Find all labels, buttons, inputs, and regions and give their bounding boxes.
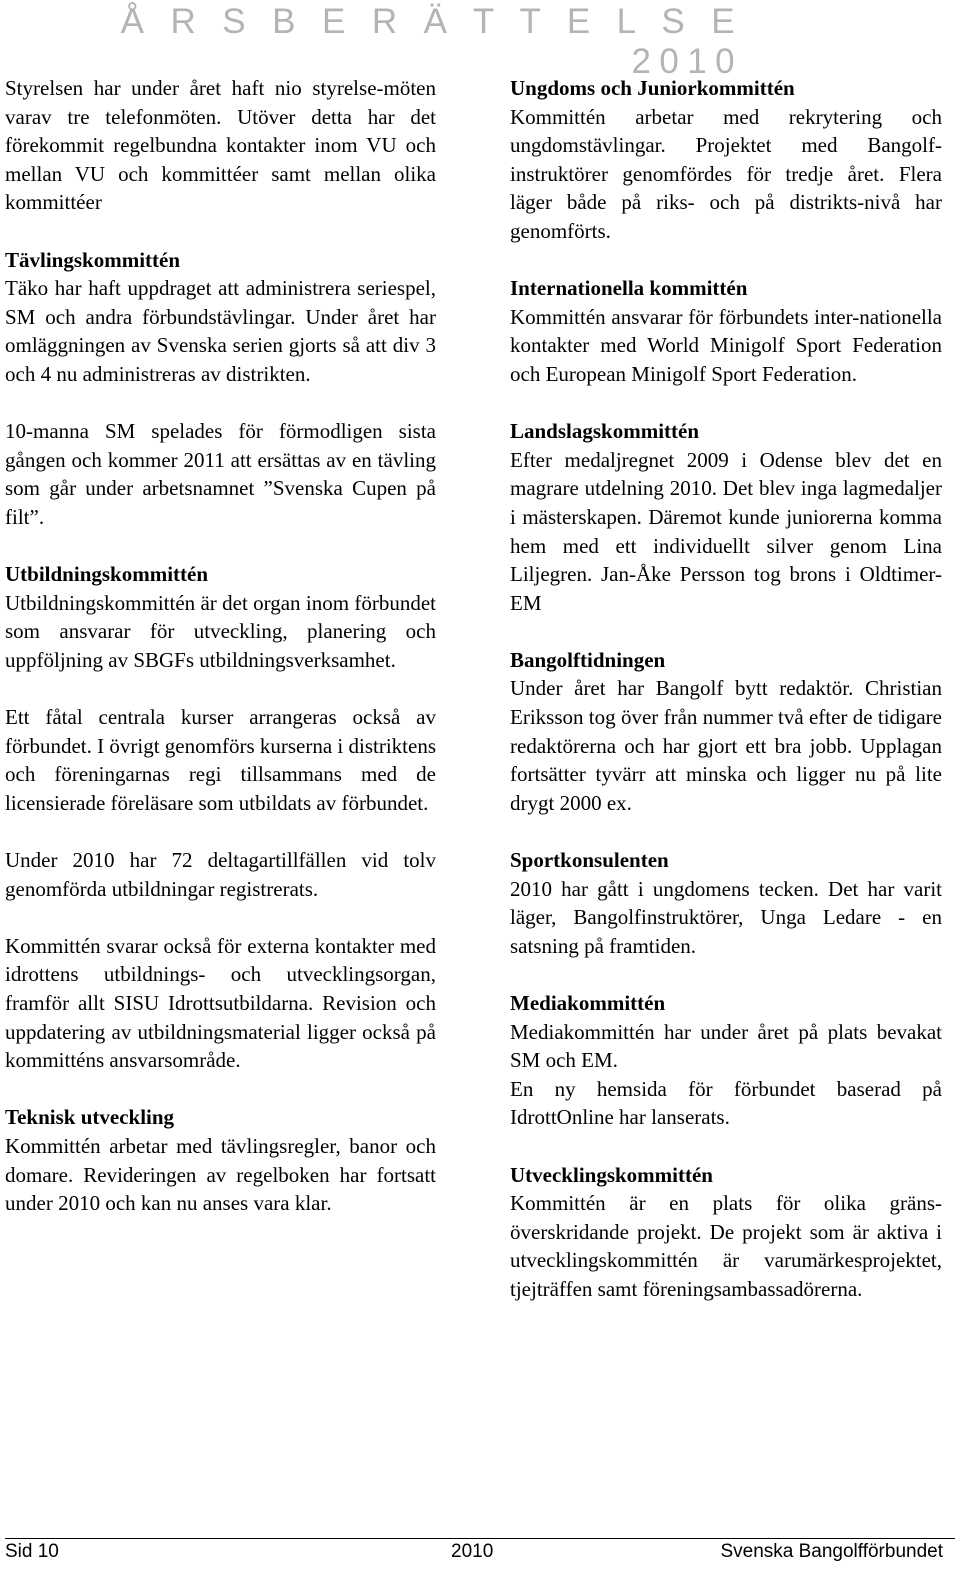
utbildningskommitten-block-2 bbox=[5, 703, 436, 817]
internationella-kommitten-heading: Internationella kommittén bbox=[510, 276, 748, 301]
ungdomskommitten-paragraph: Kommittén arbetar med rekrytering och ungdomstävlingar. Projektet med Bangolf-instruktörer genomfördes för tredje året. Flera läger både på riks- och på distrikts-nivå har genomförts. bbox=[510, 104, 942, 243]
utvecklingskommitten-section bbox=[510, 1161, 942, 1304]
page-footer bbox=[5, 1541, 943, 1567]
report-header-title: Å R S B E R Ä T T E L S E 2010 bbox=[120, 2, 743, 81]
internationella-kommitten-section bbox=[510, 274, 942, 388]
utvecklingskommitten-heading: Utvecklingskommittén bbox=[510, 1162, 713, 1187]
teknisk-utveckling-heading: Teknisk utveckling bbox=[5, 1105, 175, 1130]
utbildningskommitten-heading: Utbildningskommittén bbox=[5, 562, 209, 587]
ungdomskommitten-section bbox=[510, 74, 942, 246]
sportkonsulenten-heading: Sportkonsulenten bbox=[510, 848, 669, 873]
intro-paragraph: Styrelsen har under året haft nio styrelse-möten varav tre telefonmöten. Utöver detta har det förekommit regelbundna kontakter inom VU och mellan VU och kommittéer samt mellan olika kommittéer bbox=[5, 76, 436, 215]
left-column bbox=[5, 74, 436, 1246]
teknisk-utveckling-paragraph: Kommittén arbetar med tävlingsregler, banor och domare. Revideringen av regelboken har fortsatt under 2010 och kan nu anses vara klar. bbox=[5, 1133, 436, 1216]
sportkonsulenten-paragraph: 2010 har gått i ungdomens tecken. Det har varit läger, Bangolfinstruktörer, Unga Ledare - en satsning på framtiden. bbox=[510, 876, 942, 958]
utbildningskommitten-block-4 bbox=[5, 932, 436, 1075]
tavlingskommitten-paragraph-1: Täko har haft uppdraget att administrera seriespel, SM och andra förbundstävlingar. Under året har omläggningen av Svenska serien gjorts så att div 3 och 4 nu administreras av distrikten. bbox=[5, 276, 436, 386]
mediakommitten-paragraph-1: Mediakommittén har under året på plats bevakat SM och EM. bbox=[510, 1019, 942, 1073]
bangolftidningen-paragraph: Under året har Bangolf bytt redaktör. Christian Eriksson tog över från nummer två efter de tidigare redaktörerna och har gjort ett bra jobb. Upplagan fortsätter tyvärr att minska och ligger nu på lite drygt 2000 ex. bbox=[510, 676, 942, 815]
utbildningskommitten-paragraph-1: Utbildningskommittén är det organ inom förbundet som ansvarar för utveckling, planering och uppföljning av SBGFs utbildningsverksamhet. bbox=[5, 590, 436, 672]
landslagskommitten-heading: Landslagskommittén bbox=[510, 419, 700, 444]
tavlingskommitten-section-cont bbox=[5, 417, 436, 531]
intro-section bbox=[5, 74, 436, 217]
landslagskommitten-paragraph: Efter medaljregnet 2009 i Odense blev det en magrare utdelning 2010. Det blev inga lagmedaljer i mästerskapen. Däremot kunde juniorerna komma hem med ett individuellt silver genom Lina Liljegren. Jan-Åke Persson tog brons i Oldtimer-EM bbox=[510, 447, 942, 615]
tavlingskommitten-section bbox=[5, 246, 436, 389]
utbildningskommitten-section bbox=[5, 560, 436, 674]
footer-year: 2010 bbox=[451, 1541, 494, 1562]
utbildningskommitten-paragraph-2: Ett fåtal centrala kurser arrangeras också av förbundet. I övrigt genomförs kurserna i distriktens och föreningarnas regi tillsammans med de licensierade föreläsare som utbildats av förbundet. bbox=[5, 705, 436, 815]
bangolftidningen-section bbox=[510, 646, 942, 818]
mediakommitten-section bbox=[510, 989, 942, 1132]
bangolftidningen-heading: Bangolftidningen bbox=[510, 647, 666, 672]
utvecklingskommitten-paragraph: Kommittén är en plats för olika gräns-överskridande projekt. De projekt som är aktiva i utvecklingskommittén är varumärkesprojektet, tjejträffen samt föreningsambassadörerna. bbox=[510, 1191, 942, 1301]
utbildningskommitten-paragraph-3: Under 2010 har 72 deltagartillfällen vid tolv genomförda utbildningar registrerats. bbox=[5, 848, 436, 901]
internationella-kommitten-paragraph: Kommittén ansvarar för förbundets inter-nationella kontakter med World Minigolf Sport Federation och European Minigolf Sport Federation. bbox=[510, 304, 942, 386]
tavlingskommitten-heading: Tävlingskommittén bbox=[5, 247, 181, 272]
teknisk-utveckling-section bbox=[5, 1103, 436, 1217]
ungdomskommitten-heading: Ungdoms och Juniorkommittén bbox=[510, 76, 795, 100]
mediakommitten-paragraph-2: En ny hemsida för förbundet baserad på IdrottOnline har lanserats. bbox=[510, 1076, 942, 1130]
right-column bbox=[510, 74, 942, 1332]
landslagskommitten-section bbox=[510, 417, 942, 617]
footer-organization: Svenska Bangolfförbundet bbox=[720, 1541, 943, 1562]
mediakommitten-heading: Mediakommittén bbox=[510, 991, 666, 1015]
footer-divider bbox=[5, 1538, 955, 1539]
footer-page-number: Sid 10 bbox=[5, 1541, 59, 1562]
tavlingskommitten-paragraph-2: 10-manna SM spelades för förmodligen sista gången och kommer 2011 att ersättas av en tävling som går under arbetsnamnet ”Svenska Cupen på filt”. bbox=[5, 419, 436, 529]
sportkonsulenten-section bbox=[510, 846, 942, 960]
utbildningskommitten-paragraph-4: Kommittén svarar också för externa kontakter med idrottens utbildnings- och utvecklingsorgan, framför allt SISU Idrottsutbildarna. Revision och uppdatering av utbildningsmaterial ligger också på kommitténs ansvarsområde. bbox=[5, 933, 436, 1073]
utbildningskommitten-block-3 bbox=[5, 846, 436, 903]
